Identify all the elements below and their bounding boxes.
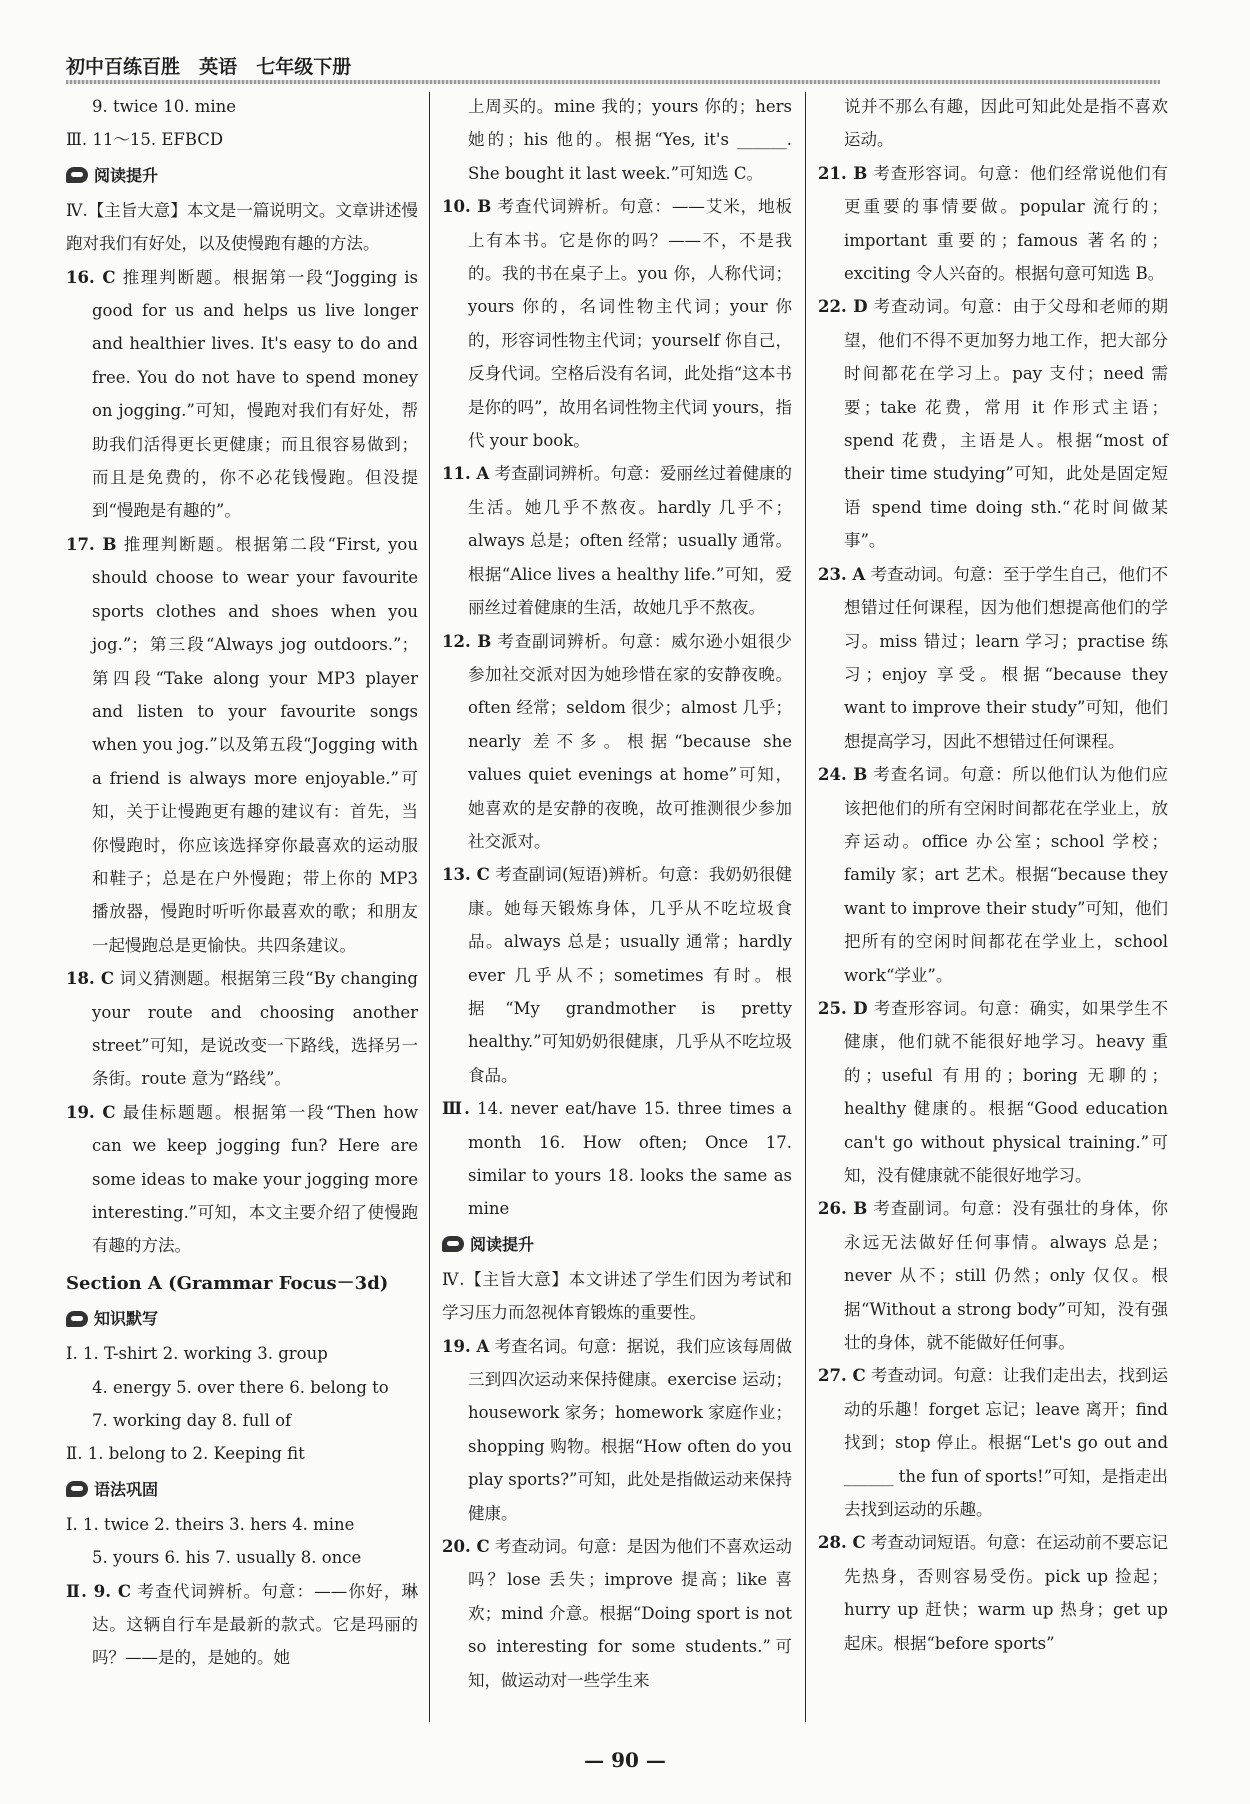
answer-item	[818, 758, 1168, 992]
answer-item	[818, 1192, 1168, 1359]
answer-item	[66, 962, 418, 1096]
answer-item	[442, 457, 792, 624]
speech-bubble-icon	[66, 1311, 88, 1327]
answer-line: Ⅲ. 11～15. EFBCD	[66, 130, 224, 150]
answer-item	[442, 1330, 792, 1530]
answer-explanation: 考查形容词。句意：确实，如果学生不健康，他们就不能很好地学习。heavy 重的；useful 有用的；boring 无聊的；healthy 健康的。根据“Good education can't go without physical training.”可知，没有健康就不能很好地学习。	[844, 998, 1168, 1185]
answer-line: Ⅳ.【主旨大意】本文讲述了学生们因为考试和学习压力而忽视体育锻炼的重要性。	[442, 1269, 792, 1323]
section-heading-text: 语法巩固	[94, 1479, 159, 1499]
answer-line: Ⅰ. 1. twice 2. theirs 3. hers 4. mine	[66, 1514, 355, 1534]
answer-explanation: 考查副词。句意：没有强壮的身体，你永远无法做好任何事情。always 总是；never 从不；still 仍然；only 仅仅。根据“Without a strong body”可知，没有强壮的身体，就不能做好任何事。	[844, 1199, 1169, 1353]
answer-item	[442, 1092, 792, 1226]
answer-line: 7. working day 8. full of	[92, 1411, 292, 1431]
answer-number: 18. C	[66, 969, 114, 989]
answer-column-1	[66, 90, 418, 1675]
answer-explanation: 考查动词。句意：让我们走出去，找到运动的乐趣！forget 忘记；leave 离开；find 找到；stop 停止。根据“Let's go out and ______ the fun of sports!”可知，是指走出去找到运动的乐趣。	[844, 1366, 1168, 1520]
answer-number: 16. C	[66, 267, 116, 287]
speech-bubble-icon	[66, 1481, 88, 1497]
answer-number: 13. C	[442, 865, 490, 885]
answer-number: 11. A	[442, 464, 490, 484]
answer-explanation: 推理判断题。根据第二段“First, you should choose to wear your favourite sports clothes and shoes when you jog.”；第三段“Always jog outdoors.”；第四段“Take along your MP3 player and listen to your favourite songs when you jog.”以及第五段“Jogging with a friend is always more enjoyable.”可知，关于让慢跑更有趣的建议有：首先，当你慢跑时，你应该选择穿你最喜欢的运动服和鞋子；总是在户外慢跑；带上你的 MP3 播放器，慢跑时听听你最喜欢的歌；和朋友一起慢跑总是更愉快。共四条建议。	[92, 534, 418, 955]
answer-item	[66, 261, 418, 528]
answer-item	[66, 1096, 418, 1263]
answer-explanation: 考查形容词。句意：他们经常说他们有更重要的事情要做。popular 流行的；important 重要的；famous 著名的；exciting 令人兴奋的。根据句意可知选 B。	[844, 163, 1169, 284]
section-heading-text: 知识默写	[94, 1309, 159, 1329]
answer-number: 27. C	[818, 1366, 866, 1386]
answer-explanation: 考查动词。句意：由于父母和老师的期望，他们不得不更加努力地工作，把大部分时间都花在学习上。pay 支付；need 需要；take 花费，常用 it 作形式主语；spend 花费，主语是人。根据“most of their time studying”可知，此处是固定短语 spend time doing sth.“花时间做某事”。	[844, 297, 1168, 551]
answer-explanation: 考查副词(短语)辨析。句意：我奶奶很健康。她每天锻炼身体，几乎从不吃垃圾食品。always 总是；usually 通常；hardly ever 几乎从不；sometimes 有时。根据“My grandmother is pretty healthy.”可知奶奶很健康，几乎从不吃垃圾食品。	[468, 865, 792, 1085]
answer-number: Ⅱ. 9. C	[66, 1581, 132, 1601]
answer-explanation: 考查副词辨析。句意：威尔逊小姐很少参加社交派对因为她珍惜在家的安静夜晚。often 经常；seldom 很少；almost 几乎；nearly 差不多。根据“because she values quiet evenings at home”可知，她喜欢的是安静的夜晚，故可推测很少参加社交派对。	[468, 631, 793, 851]
answer-item	[818, 157, 1168, 291]
answer-item	[66, 1575, 418, 1675]
answer-item	[66, 528, 418, 962]
answer-explanation: 14. never eat/have 15. three times a month 16. How often; Once 17. similar to yours 18. looks the same as mine	[468, 1099, 793, 1219]
answer-number: 19. C	[66, 1102, 116, 1122]
book-title: 初中百练百胜	[66, 56, 181, 78]
answer-item	[442, 1530, 792, 1697]
section-heading-text: 阅读提升	[94, 165, 159, 185]
answer-line: 4. energy 5. over there 6. belong to	[92, 1377, 389, 1397]
grade-label: 七年级下册	[256, 56, 352, 78]
answer-number: 20. C	[442, 1537, 490, 1557]
answer-explanation: 考查动词。句意：是因为他们不喜欢运动吗？lose 丢失；improve 提高；like 喜欢；mind 介意。根据“Doing sport is not so interesting for some students.”可知，做运动对一些学生来	[468, 1537, 792, 1690]
column-divider	[429, 92, 430, 1722]
answer-line: 9. twice 10. mine	[92, 97, 237, 116]
answer-number: 22. D	[818, 297, 868, 317]
section-heading	[66, 159, 418, 192]
answer-item	[818, 1359, 1168, 1526]
answer-number: 28. C	[818, 1533, 866, 1553]
answer-number: 25. D	[818, 998, 868, 1018]
answer-explanation: 考查副词辨析。句意：爱丽丝过着健康的生活。她几乎不熬夜。hardly 几乎不；always 总是；often 经常；usually 通常。根据“Alice lives a healthy life.”可知，爱丽丝过着健康的生活，故她几乎不熬夜。	[468, 464, 792, 618]
answer-explanation: 推理判断题。根据第一段“Jogging is good for us and helps us live longer and healthier lives. It's easy to do and free. You do not have to spend money on jogging.”可知，慢跑对我们有好处，帮助我们活得更长更健康；而且很容易做到；而且是免费的，你不必花钱慢跑。但没提到“慢跑是有趣的”。	[92, 267, 418, 521]
page-header	[66, 52, 1166, 86]
answer-explanation: 考查名词。句意：据说，我们应该每周做三到四次运动来保持健康。exercise 运动；housework 家务；homework 家庭作业；shopping 购物。根据“How often do you play sports?”可知，此处是指做运动来保持健康。	[468, 1336, 792, 1523]
speech-bubble-icon	[66, 167, 88, 183]
answer-item	[818, 558, 1168, 758]
answer-explanation: 考查代词辨析。句意：——你好，琳达。这辆自行车是最新的款式。它是玛丽的吗？——是的，是她的。她	[92, 1581, 419, 1668]
section-heading	[66, 1473, 418, 1506]
page-number: — 90 —	[584, 1748, 666, 1772]
answer-line: 5. yours 6. his 7. usually 8. once	[92, 1548, 362, 1568]
section-heading	[66, 1302, 418, 1335]
answer-column-2	[442, 90, 792, 1697]
answer-explanation: 词义猜测题。根据第三段“By changing your route and choosing another street”可知，是说改变一下路线，选择另一条街。route 意为“路线”。	[92, 969, 418, 1089]
answer-item	[442, 858, 792, 1092]
header-rule	[66, 80, 1160, 84]
answer-line: Ⅰ. 1. T-shirt 2. working 3. group	[66, 1344, 328, 1364]
answer-number: 26. B	[818, 1199, 868, 1219]
answer-item	[818, 1526, 1168, 1660]
answer-line: 上周买的。mine 我的；yours 你的；hers 她的；his 他的。根据“Yes, it's ______. She bought it last week.”可知选 C。	[468, 97, 792, 183]
answer-column-3	[818, 90, 1168, 1660]
section-heading	[442, 1228, 792, 1261]
answer-line: 说并不那么有趣，因此可知此处是指不喜欢运动。	[844, 97, 1168, 150]
answer-number: 10. B	[442, 197, 492, 217]
answer-item	[442, 190, 792, 457]
answer-item	[818, 992, 1168, 1192]
answer-line: Ⅱ. 1. belong to 2. Keeping fit	[66, 1444, 305, 1464]
answer-item	[442, 625, 792, 859]
answer-explanation: 最佳标题题。根据第一段“Then how can we keep jogging fun? Here are some ideas to make your jogging more interesting.”可知，本文主要介绍了使慢跑有趣的方法。	[92, 1102, 418, 1256]
answer-explanation: 考查动词短语。句意：在运动前不要忘记先热身，否则容易受伤。pick up 捡起；hurry up 赶快；warm up 热身；get up 起床。根据“before sports”	[844, 1533, 1168, 1653]
section-heading-text: 阅读提升	[470, 1234, 535, 1254]
answer-line: Ⅳ.【主旨大意】本文是一篇说明文。文章讲述慢跑对我们有好处，以及使慢跑有趣的方法。	[66, 200, 418, 254]
answer-number: 24. B	[818, 765, 868, 785]
column-divider	[805, 92, 806, 1722]
answer-explanation: 考查动词。句意：至于学生自己，他们不想错过任何课程，因为他们想提高他们的学习。miss 错过；learn 学习；practise 练习；enjoy 享受。根据“because they want to improve their study”可知，他们想提高学习，因此不想错过任何课程。	[844, 564, 1168, 751]
answer-item	[818, 290, 1168, 557]
speech-bubble-icon	[442, 1236, 464, 1252]
answer-number: 17. B	[66, 534, 117, 554]
answer-number: 19. A	[442, 1336, 490, 1356]
answer-explanation: 考查代词辨析。句意：——艾米，地板上有本书。它是你的吗？——不，不是我的。我的书在桌子上。you 你，人称代词；yours 你的，名词性物主代词；your 你的，形容词性物主代词；yourself 你自己，反身代词。空格后没有名词，此处指“这本书是你的吗”，故用名词性物主代词 yours，指代 your book。	[468, 197, 793, 451]
section-title: Section A (Grammar Focus－3d)	[66, 1272, 389, 1294]
answer-number: 12. B	[442, 631, 492, 651]
answer-number: Ⅲ.	[442, 1099, 470, 1119]
answer-explanation: 考查名词。句意：所以他们认为他们应该把他们的所有空闲时间都花在学业上，放弃运动。office 办公室；school 学校；family 家；art 艺术。根据“because they want to improve their study”可知，他们把所有的空闲时间都花在学业上，school work“学业”。	[844, 765, 1169, 985]
answer-number: 21. B	[818, 163, 868, 183]
answer-number: 23. A	[818, 564, 866, 584]
subject-label: 英语	[199, 56, 238, 78]
